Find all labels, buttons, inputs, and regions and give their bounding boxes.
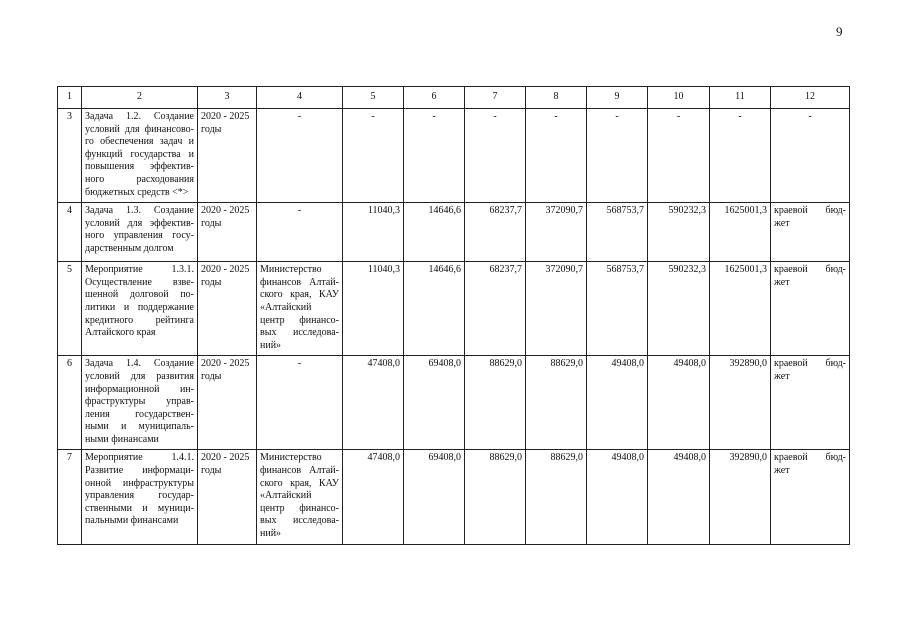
table-row bbox=[58, 262, 850, 356]
cell-text-line: краевой бюд- bbox=[774, 205, 846, 217]
amount-cell: 88629,0 bbox=[526, 356, 587, 450]
cell-text-line: управления государ- bbox=[85, 490, 194, 502]
funding-source-cell bbox=[771, 450, 850, 544]
cell-text-line: годы bbox=[201, 217, 222, 229]
amount-cell: - bbox=[404, 109, 465, 203]
amount-cell: 88629,0 bbox=[526, 450, 587, 544]
amount-cell: 1625001,3 bbox=[710, 262, 771, 356]
task-name-cell bbox=[82, 262, 198, 356]
cell-text-line: условий для развития bbox=[85, 370, 194, 382]
funding-source-cell bbox=[771, 356, 850, 450]
amount-cell: 568753,7 bbox=[587, 262, 648, 356]
amount-cell: 49408,0 bbox=[648, 356, 710, 450]
column-header: 4 bbox=[257, 87, 343, 109]
funding-source-cell bbox=[771, 262, 850, 356]
cell-text-line: «Алтайский bbox=[260, 490, 312, 502]
cell-text-line: жет bbox=[774, 370, 790, 382]
row-number: 7 bbox=[58, 450, 82, 544]
cell-text-line: ского края, КАУ bbox=[260, 289, 339, 301]
column-header: 5 bbox=[343, 87, 404, 109]
cell-text-line: центр финансо- bbox=[260, 314, 339, 326]
cell-text-line: Задача 1.3. Создание bbox=[85, 205, 194, 217]
executor-cell: - bbox=[257, 109, 343, 203]
cell-text-line: финансов Алтай- bbox=[260, 465, 339, 477]
column-header: 9 bbox=[587, 87, 648, 109]
cell-text-line: ний» bbox=[260, 339, 282, 351]
column-header: 2 bbox=[82, 87, 198, 109]
cell-text-line: условий для эффектив- bbox=[85, 217, 194, 229]
table-row bbox=[58, 356, 850, 450]
cell-text-line: годы bbox=[201, 465, 222, 477]
table-row bbox=[58, 450, 850, 544]
cell-text-line: ного управления госу- bbox=[85, 230, 194, 242]
cell-text-line: повышения эффектив- bbox=[85, 161, 194, 173]
amount-cell: 392890,0 bbox=[710, 356, 771, 450]
period-cell bbox=[198, 262, 257, 356]
cell-text-line: литики и поддержание bbox=[85, 301, 194, 313]
cell-text-line: жет bbox=[774, 276, 790, 288]
cell-text-line: 2020 - 2025 bbox=[201, 452, 250, 464]
cell-text-line: вых исследова- bbox=[260, 515, 339, 527]
amount-cell: 372090,7 bbox=[526, 203, 587, 262]
task-name-cell bbox=[82, 356, 198, 450]
cell-text-line: пальными финансами bbox=[85, 515, 179, 527]
row-number: 4 bbox=[58, 203, 82, 262]
cell-text-line: кредитного рейтинга bbox=[85, 314, 194, 326]
cell-text-line: 2020 - 2025 bbox=[201, 358, 250, 370]
cell-text-line: го обеспечения задач и bbox=[85, 136, 194, 148]
cell-text-line: ственными и муници- bbox=[85, 502, 194, 514]
amount-cell: 88629,0 bbox=[465, 356, 526, 450]
amount-cell: 568753,7 bbox=[587, 203, 648, 262]
amount-cell: 590232,3 bbox=[648, 262, 710, 356]
cell-text-line: 2020 - 2025 bbox=[201, 205, 250, 217]
amount-cell: 69408,0 bbox=[404, 450, 465, 544]
cell-text-line: жет bbox=[774, 465, 790, 477]
amount-cell: - bbox=[648, 109, 710, 203]
cell-text-line: ний» bbox=[260, 528, 282, 540]
column-header: 8 bbox=[526, 87, 587, 109]
amount-cell: - bbox=[465, 109, 526, 203]
amount-cell: 68237,7 bbox=[465, 262, 526, 356]
cell-text-line: информационной ин- bbox=[85, 383, 194, 395]
cell-text-line: финансов Алтай- bbox=[260, 276, 339, 288]
executor-cell: - bbox=[257, 203, 343, 262]
row-number: 5 bbox=[58, 262, 82, 356]
cell-text-line: Задача 1.2. Создание bbox=[85, 111, 194, 122]
table-body bbox=[58, 87, 850, 545]
amount-cell: 14646,6 bbox=[404, 262, 465, 356]
row-number: 6 bbox=[58, 356, 82, 450]
cell-text-line: краевой бюд- bbox=[774, 452, 846, 464]
task-name-cell bbox=[82, 450, 198, 544]
cell-text-line: Алтайского края bbox=[85, 327, 156, 339]
amount-cell: 392890,0 bbox=[710, 450, 771, 544]
amount-cell: 590232,3 bbox=[648, 203, 710, 262]
funding-source-cell: - bbox=[771, 109, 850, 203]
cell-text-line: ского края, КАУ bbox=[260, 477, 339, 489]
amount-cell: - bbox=[587, 109, 648, 203]
amount-cell: 69408,0 bbox=[404, 356, 465, 450]
cell-text-line: дарственным долгом bbox=[85, 242, 174, 254]
amount-cell: 68237,7 bbox=[465, 203, 526, 262]
page-number: 9 bbox=[836, 24, 843, 39]
funding-source-cell bbox=[771, 203, 850, 262]
period-cell bbox=[198, 203, 257, 262]
amount-cell: 11040,3 bbox=[343, 262, 404, 356]
column-header: 6 bbox=[404, 87, 465, 109]
amount-cell: - bbox=[343, 109, 404, 203]
task-name-cell bbox=[82, 109, 198, 203]
period-cell bbox=[198, 109, 257, 203]
period-cell bbox=[198, 450, 257, 544]
table-row bbox=[58, 109, 850, 203]
executor-cell bbox=[257, 262, 343, 356]
cell-text-line: ными финансами bbox=[85, 433, 159, 445]
budget-plan-table bbox=[57, 86, 850, 545]
cell-text-line: годы bbox=[201, 123, 222, 135]
cell-text-line: «Алтайский bbox=[260, 301, 312, 313]
cell-text-line: ного расходования bbox=[85, 173, 194, 185]
table-row bbox=[58, 203, 850, 262]
column-header: 12 bbox=[771, 87, 850, 109]
cell-text-line: онной инфраструктуры bbox=[85, 477, 194, 489]
cell-text-line: вых исследова- bbox=[260, 327, 339, 339]
cell-text-line: центр финансо- bbox=[260, 502, 339, 514]
column-header: 3 bbox=[198, 87, 257, 109]
cell-text-line: годы bbox=[201, 276, 222, 288]
column-number-row bbox=[58, 87, 850, 109]
cell-text-line: Министерство bbox=[260, 452, 322, 464]
amount-cell: - bbox=[526, 109, 587, 203]
cell-text-line: Задача 1.4. Создание bbox=[85, 358, 194, 370]
cell-text-line: функций государства и bbox=[85, 148, 194, 160]
cell-text-line: жет bbox=[774, 217, 790, 229]
row-number: 3 bbox=[58, 109, 82, 203]
cell-text-line: 2020 - 2025 bbox=[201, 111, 250, 122]
amount-cell: 47408,0 bbox=[343, 356, 404, 450]
column-header: 11 bbox=[710, 87, 771, 109]
cell-text-line: Мероприятие 1.3.1. bbox=[85, 264, 194, 276]
cell-text-line: 2020 - 2025 bbox=[201, 264, 250, 276]
amount-cell: 372090,7 bbox=[526, 262, 587, 356]
cell-text-line: шенной долговой по- bbox=[85, 289, 194, 301]
column-header: 1 bbox=[58, 87, 82, 109]
amount-cell: 14646,6 bbox=[404, 203, 465, 262]
cell-text-line: Осуществление взве- bbox=[85, 276, 194, 288]
amount-cell: - bbox=[710, 109, 771, 203]
amount-cell: 47408,0 bbox=[343, 450, 404, 544]
cell-text-line: бюджетных средств <*> bbox=[85, 186, 189, 198]
executor-cell: - bbox=[257, 356, 343, 450]
amount-cell: 49408,0 bbox=[587, 356, 648, 450]
column-header: 10 bbox=[648, 87, 710, 109]
cell-text-line: Развитие информаци- bbox=[85, 465, 194, 477]
cell-text-line: условий для финансово- bbox=[85, 123, 194, 135]
amount-cell: 11040,3 bbox=[343, 203, 404, 262]
cell-text-line: ления государствен- bbox=[85, 408, 194, 420]
amount-cell: 49408,0 bbox=[587, 450, 648, 544]
amount-cell: 1625001,3 bbox=[710, 203, 771, 262]
task-name-cell bbox=[82, 203, 198, 262]
cell-text-line: фраструктуры управ- bbox=[85, 396, 194, 408]
cell-text-line: годы bbox=[201, 370, 222, 382]
cell-text-line: краевой бюд- bbox=[774, 264, 846, 276]
amount-cell: 49408,0 bbox=[648, 450, 710, 544]
column-header: 7 bbox=[465, 87, 526, 109]
period-cell bbox=[198, 356, 257, 450]
cell-text-line: краевой бюд- bbox=[774, 358, 846, 370]
executor-cell bbox=[257, 450, 343, 544]
cell-text-line: ными и муниципаль- bbox=[85, 421, 194, 433]
cell-text-line: Министерство bbox=[260, 264, 322, 276]
cell-text-line: Мероприятие 1.4.1. bbox=[85, 452, 194, 464]
amount-cell: 88629,0 bbox=[465, 450, 526, 544]
